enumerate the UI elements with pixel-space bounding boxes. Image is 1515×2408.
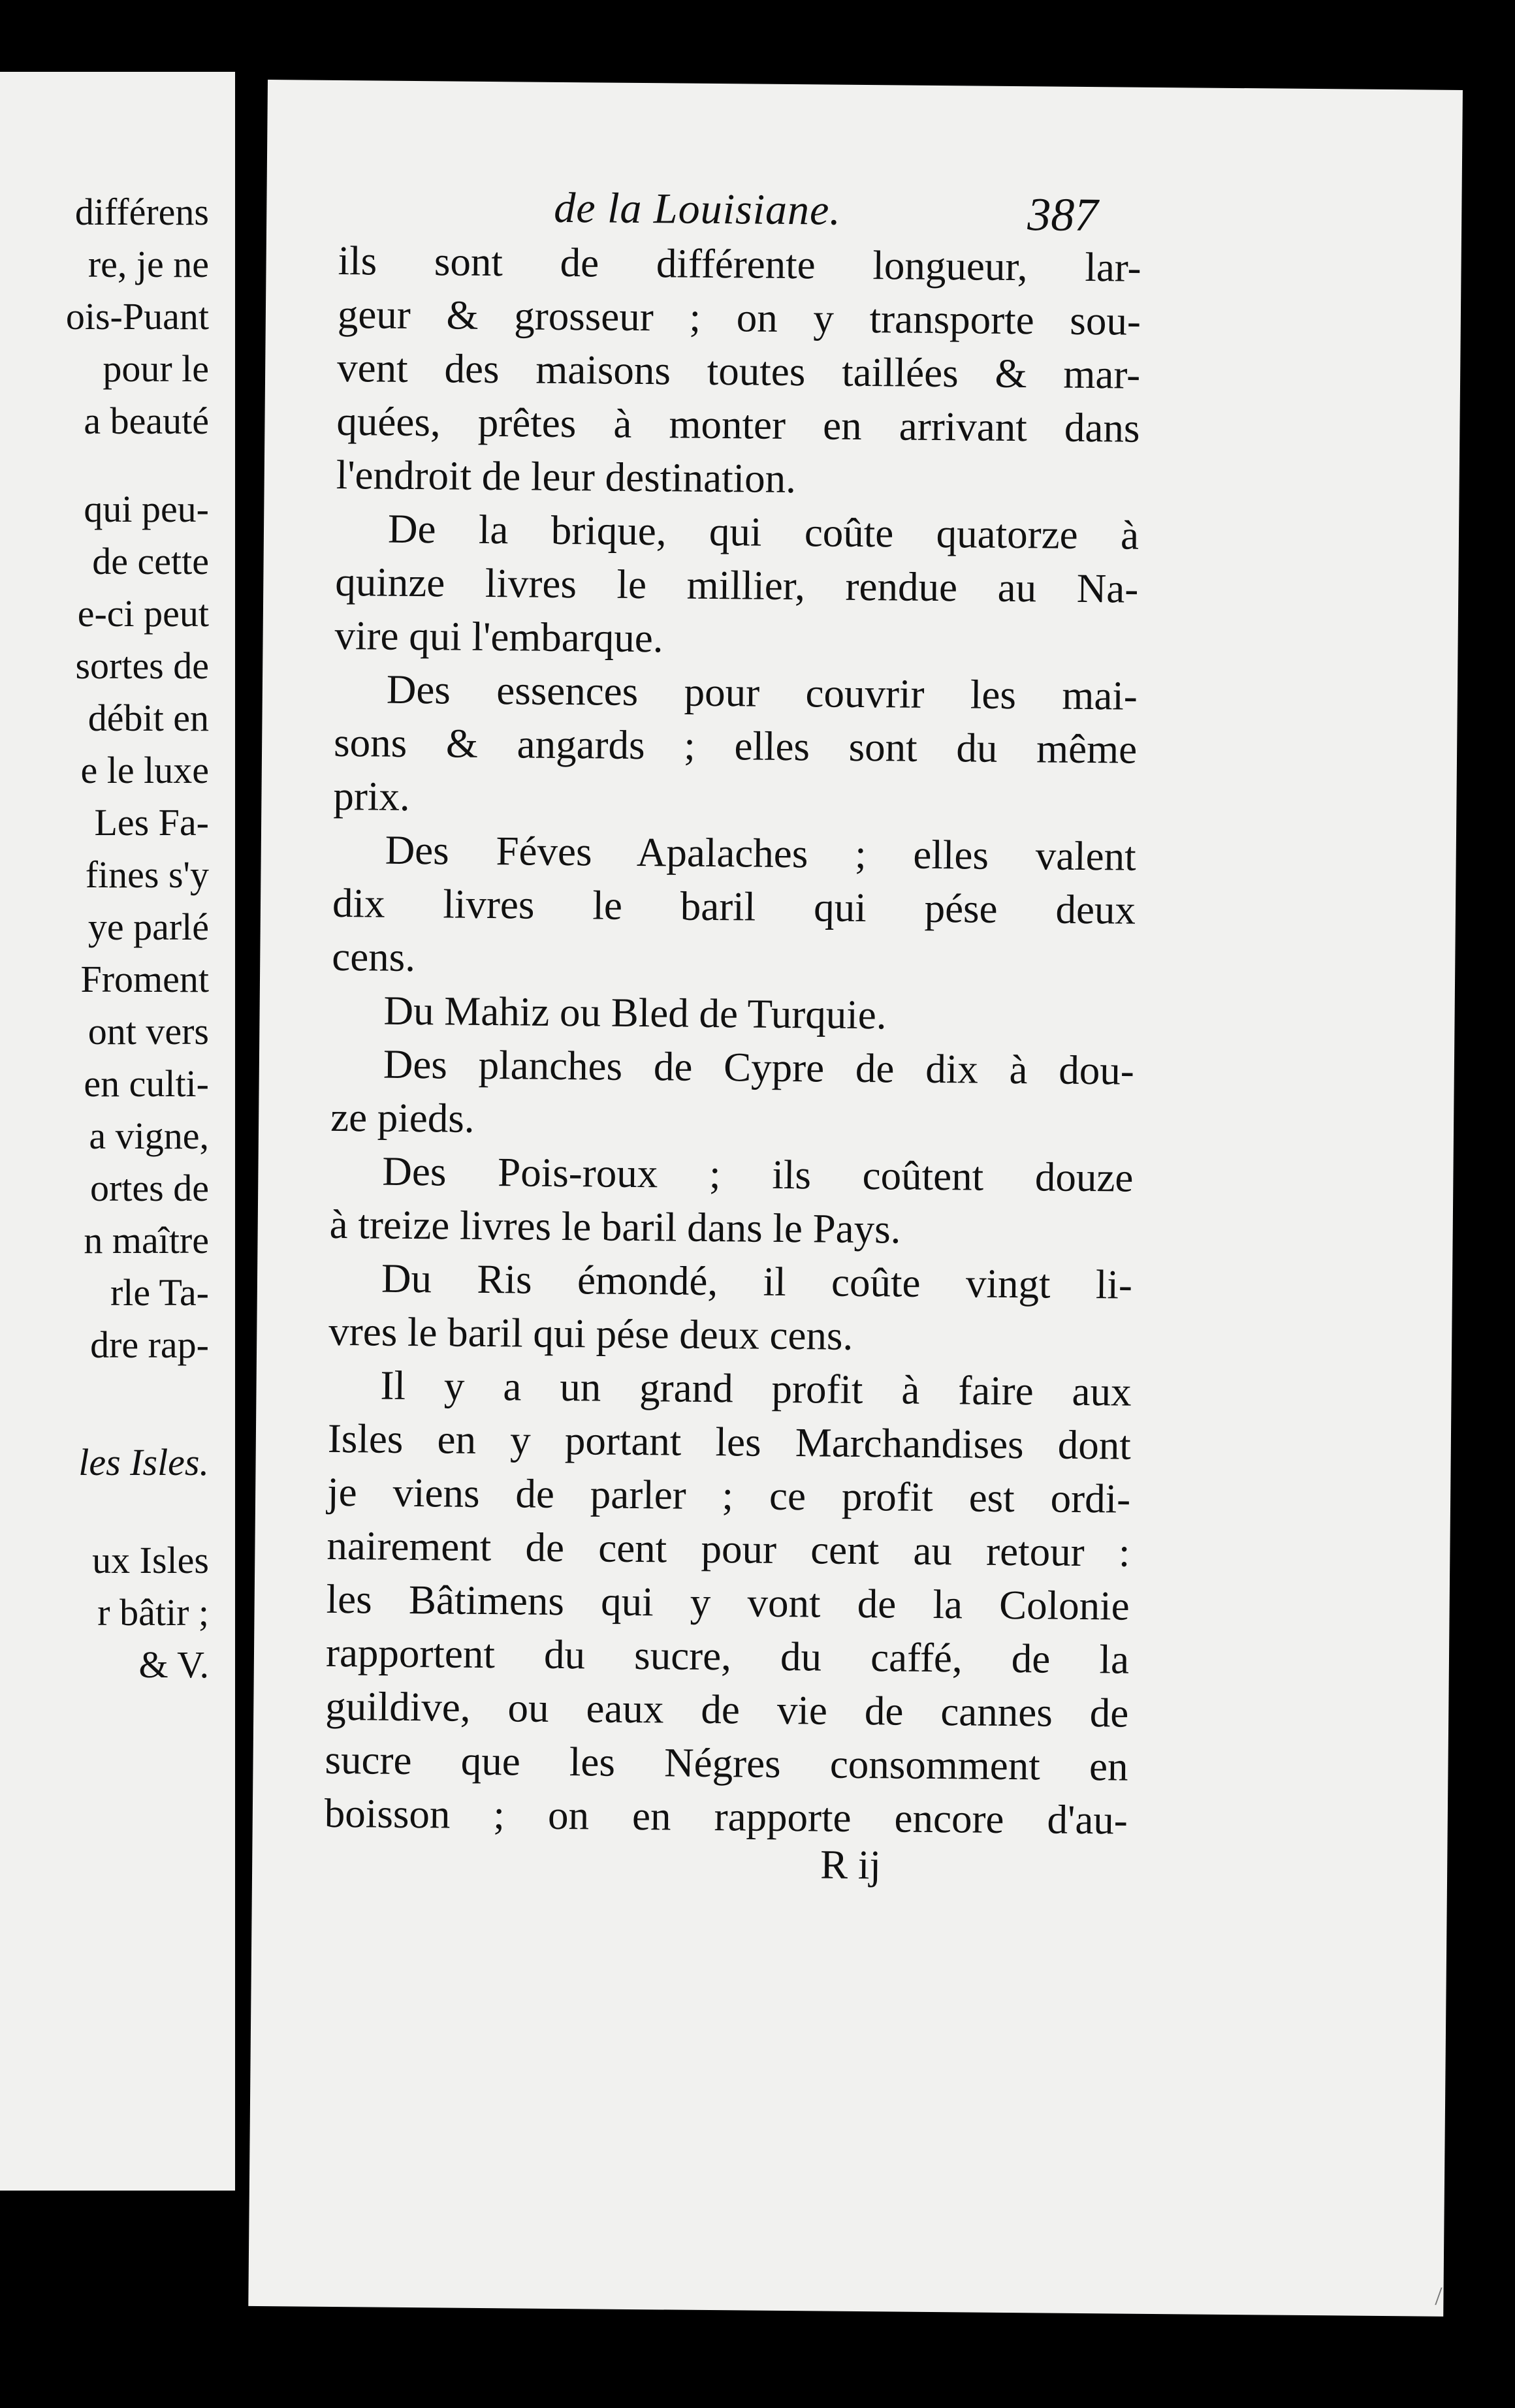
left-line-5: a beauté [84,400,209,442]
text-line: prix. [333,772,411,819]
text-line: quinze livres le millier, rendue au Na- [335,558,1139,612]
left-line-1: différens [74,191,209,233]
signature-mark: R ij [820,1841,882,1888]
text-line: geur & grosseur ; on y transporte sou- [337,291,1141,344]
text-line: Isles en y portant les Marchandises dont [327,1415,1132,1468]
text-line: sucre que les Négres consomment en [325,1736,1128,1790]
text-line: vent des maisons toutes taillées & mar- [336,344,1141,398]
text-line: vire qui l'embarque. [334,612,663,661]
text-line: Il y a un grand profit à faire aux [380,1362,1132,1415]
text-line: Des planches de Cypre de dix à dou- [383,1041,1135,1094]
left-line-22: rle Ta- [110,1271,209,1314]
text-line: boisson ; on en rapporte encore d'au- [324,1790,1128,1843]
left-line-27: ux Isles [92,1539,209,1581]
left-line-29: & V. [138,1643,209,1686]
left-line-11: débit en [88,697,209,739]
text-line: Des Pois-roux ; ils coûtent douze [382,1148,1134,1201]
text-line: ils sont de différente longueur, lar- [338,237,1141,291]
text-line: Des Féves Apalaches ; elles valent [385,827,1137,879]
left-line-17: ont vers [88,1010,209,1053]
text-line: sons & angards ; elles sont du même [333,719,1138,772]
text-line: nairement de cent pour cent au retour : [327,1522,1130,1576]
left-line-28: r bâtir ; [97,1591,209,1634]
text-line: rapportent du sucre, du caffé, de la [325,1629,1130,1683]
left-line-21: n maître [84,1219,209,1261]
left-line-14: fines s'y [85,853,209,896]
text-line: De la brique, qui coûte quatorze à [387,505,1140,558]
left-line-12: e le luxe [80,749,209,791]
main-page [248,80,1463,2317]
text-line: cens. [332,933,416,981]
left-line-18: en culti- [84,1062,209,1105]
left-line-20: ortes de [90,1167,209,1209]
text-line: dix livres le baril qui pése deux [332,879,1136,933]
text-line: guildive, ou eaux de vie de cannes de [325,1683,1129,1736]
text-line: quées, prêtes à monter en arrivant dans [336,398,1140,451]
text-line: ze pieds. [330,1094,475,1141]
body-text [325,234,1141,1847]
left-line-19: a vigne, [89,1115,209,1157]
left-line-23: dre rap- [90,1323,209,1366]
left-line-25: les Isles. [78,1441,209,1483]
text-line: les Bâtimens qui y vont de la Colonie [326,1576,1130,1629]
left-line-10: sortes de [75,644,209,687]
left-line-13: Les Fa- [94,801,209,844]
margin-mark: / [1435,2281,1443,2311]
text-line: je viens de parler ; ce profit est ordi- [327,1468,1131,1522]
left-line-3: ois-Puant [65,295,209,338]
text-line: à treize livres le baril dans le Pays. [329,1201,901,1252]
left-line-8: de cette [92,540,209,582]
left-line-4: pour le [103,347,209,390]
running-title: de la Louisiane. [554,183,842,234]
left-line-7: qui peu- [84,488,209,530]
text-line: l'endroit de leur destination. [336,451,797,502]
text-line: vres le baril qui pése deux cens. [328,1308,853,1359]
left-page-fragment [0,72,235,2191]
left-line-2: re, je ne [88,243,209,285]
text-line: Des essences pour couvrir les mai- [386,666,1138,719]
text-line: Du Mahiz ou Bled de Turquie. [383,987,887,1038]
left-line-16: Froment [80,958,209,1000]
text-line: Du Ris émondé, il coûte vingt li- [381,1255,1133,1308]
left-line-15: ye parlé [88,906,209,948]
left-line-9: e-ci peut [77,592,209,635]
page-number: 387 [1027,188,1098,242]
